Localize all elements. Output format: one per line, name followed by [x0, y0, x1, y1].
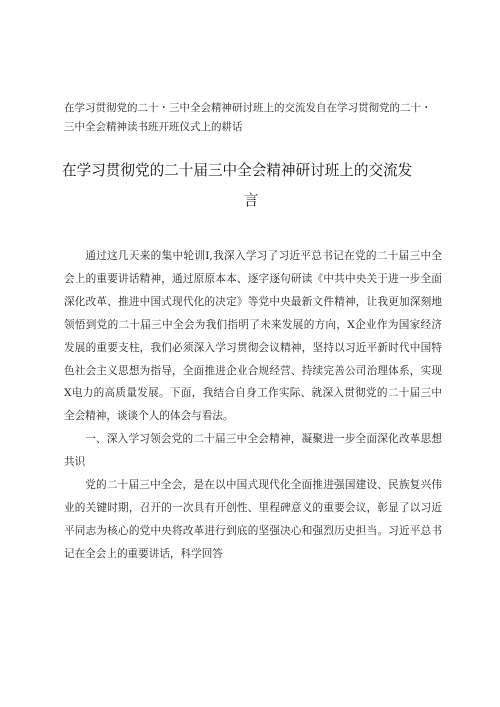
body-paragraph-1: 通过这几天来的集中轮训I,我深入学习了习近平总书记在党的二十届三中全会上的重要讲话精神，通过原原本本、逐字逐句研读《中共中央关于进一步全面深化改革、推进中国式现代化的决定》等党中央最新文件精神，让我更加深刻地领悟到党的二十届三中全会为我们指明了未来发展的方向，X企业作为国家经济发展的重要支柱，我们必须深入学习贯彻会议精神，坚持以习近平新时代中国特色社会主义思想为指导，全面推进企业合规经营、持续完善公司治理体系，实现X电力的高质量发展。下面，我结合自身工作实际、就深入贯彻党的二十届三中全会精神，谈谈个人的体会与看法。: [64, 250, 442, 423]
body-paragraph-2: 党的二十届三中全会，是在以中国式现代化全面推进强国建设、民族复兴伟业的关键时期，召开的一次具有开创性、里程碑意义的重要会议，彰显了以习近平同志为核心的党中央将改革进行到底的坚强决心和强烈历史担当。习近平总书记在全会上的重要讲话，科学回答: [64, 479, 442, 560]
document-title: [62, 156, 440, 216]
document-header-title: 在学习贯彻党的二十・三中全会精神研讨班上的交流发自在学习贯彻党的二十・三中全会精神读书班开班仪式上的耕话: [64, 102, 432, 133]
document-title-line-1: 在学习贯彻党的二十届三中全会精神研讨班上的交流发: [62, 162, 413, 179]
document-title-line-2: 言: [243, 192, 259, 209]
section-heading-1: 一、深入学习领会党的二十届三中全会精神，凝聚进一步全面深化改革思想共识: [64, 433, 442, 469]
document-body: [64, 245, 442, 566]
